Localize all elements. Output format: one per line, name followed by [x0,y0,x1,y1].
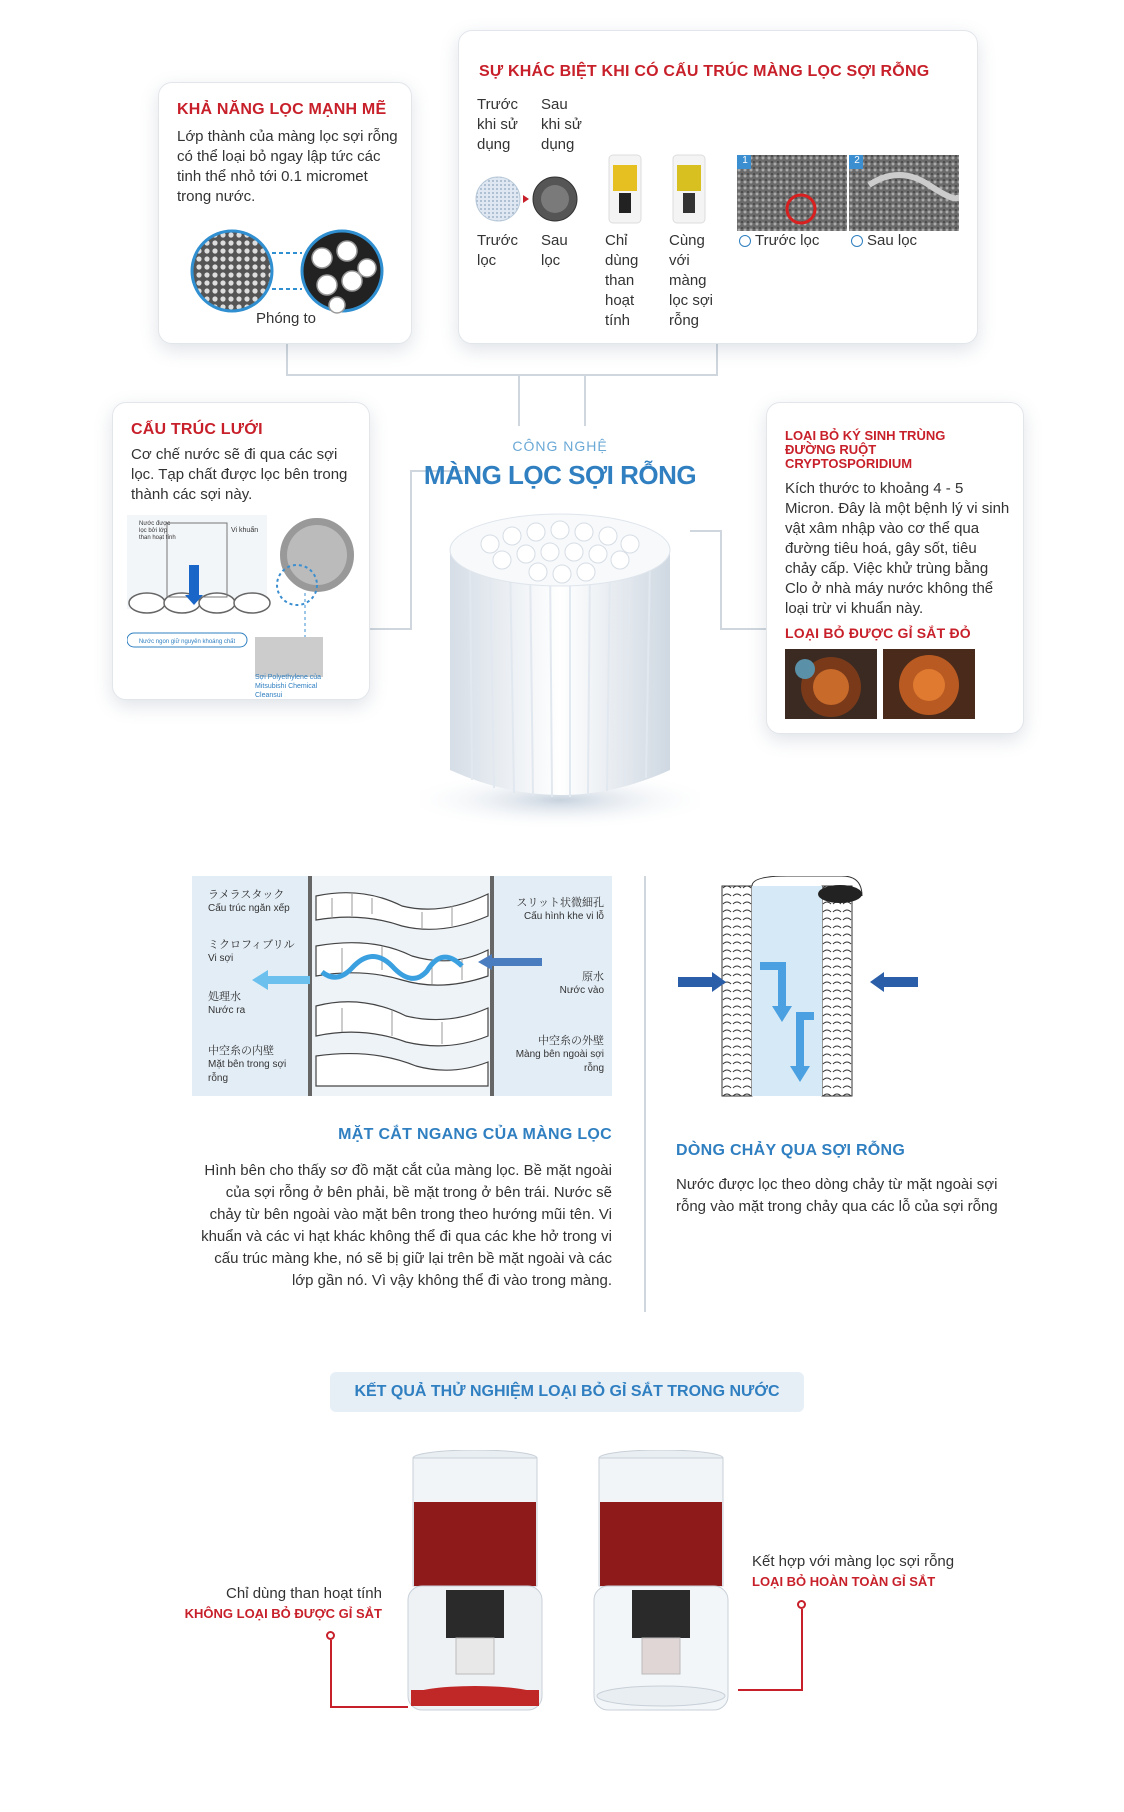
card-title: KHẢ NĂNG LỌC MẠNH MẼ [177,101,387,118]
cartridge-carbon-only [605,151,645,227]
connector-line [720,628,766,630]
cross-label-inflow [534,970,604,998]
test-right-line1: Kết hợp với màng lọc sợi rỗng [752,1553,955,1570]
label-jp: スリット状微細孔 [516,897,604,909]
pointer-dot [326,1631,335,1640]
label-micro-after [851,231,917,251]
section-divider [644,876,646,1312]
number-circle-icon [851,235,863,247]
rust-pipe-image [883,649,975,719]
label-with-fiber: Cùng với màng lọc sợi rỗng [669,232,714,329]
label-jp: 中空糸の内壁 [208,1045,274,1057]
pointer-line [801,1609,803,1691]
micrograph-number-2: 2 [854,155,860,166]
hollow-fiber-module-image [420,500,700,840]
rust-pipe-image [785,649,877,719]
cross-section-text: Hình bên cho thấy sơ đồ mặt cắt của màng lọc. Bề mặt ngoài của sợi rỗng ở bên phải, bề mặt trong ở bên trái. Nước sẽ chảy từ bên ngoài vào mặt bên trong theo hướng mũi tên. Vi khuẩn và các vi hạt khác không thể đi qua các khe hở trong vi cấu trúc màng khe, nó sẽ bị giữ lại trên bề mặt ngoài và các lớp gần nó. Vì vậy không thể đi vào trong màng. [201,1162,612,1289]
card-mesh-structure [112,402,370,700]
mesh-label-right: Vi khuẩn [231,527,259,534]
center-tech-label: CÔNG NGHỆ [512,438,608,454]
label-jp: 中空糸の外壁 [538,1035,604,1047]
label-vn: Cấu hình khe vi lỗ [523,911,604,922]
pointer-line [330,1706,408,1708]
label-vn: Nước ra [208,1005,246,1016]
connector-line [716,340,718,376]
pointer-line [738,1689,803,1691]
label-jp: ラメラスタック [208,889,285,901]
label-vn: Nước vào [559,985,604,996]
flow-text: Nước được lọc theo dòng chảy từ mặt ngoài sợi rỗng vào mặt trong chảy qua các lỗ của sợi rỗng [676,1176,998,1215]
label-micro-before [739,231,819,251]
mesh-label-left: Nước được lọc bởi lớp than hoạt tính [139,521,176,541]
card-title: LOẠI BỎ KÝ SINH TRÙNG ĐƯỜNG RUỘT CRYPTOSPORIDIUM [785,428,946,471]
connector-line [584,376,586,426]
test-results-title: KẾT QUẢ THỬ NGHIỆM LOẠI BỎ GỈ SẮT TRONG NƯỚC [330,1372,804,1412]
test-right-line2: LOẠI BỎ HOÀN TOÀN GỈ SẮT [752,1574,936,1589]
test-left-line1: Chỉ dùng than hoạt tính [226,1585,382,1602]
connector-line [286,340,288,376]
connector-line [518,376,520,426]
card-strong-filter [158,82,412,344]
micro-after-text: Sau lọc [867,232,918,249]
card-difference [458,30,978,344]
label-after-use: Sau khi sử dụng [541,96,582,153]
label-before-filter: Trước lọc [477,232,518,269]
label-jp: 処理水 [208,991,241,1003]
test-left-line2: KHÔNG LOẠI BỎ ĐƯỢC GỈ SẮT [184,1606,382,1621]
card-parasite [766,402,1024,734]
connector-line [410,470,412,630]
card-title: CẤU TRÚC LƯỚI [131,421,263,438]
cross-label-microfibril [208,938,295,966]
label-jp: 原水 [582,971,604,983]
connector-line [720,530,722,630]
micrograph-before [737,155,847,231]
cartridge-with-fiber [669,151,709,227]
label-before-use: Trước khi sử dụng [477,96,518,153]
label-vn: Cấu trúc ngăn xếp [208,903,290,914]
card-text: Cơ chế nước sẽ đi qua các sợi lọc. Tạp chất được lọc bên trong thành các sợi này. [131,446,348,503]
rust-title: LOẠI BỎ ĐƯỢC GỈ SẮT ĐỎ [785,625,971,641]
connector-line [286,374,718,376]
center-tech-name: MÀNG LỌC SỢI RỖNG [423,460,697,490]
micrograph-number-1: 1 [742,155,748,166]
label-vn: Mặt bên trong sợi rỗng [208,1059,287,1084]
micrograph-after [849,155,959,231]
zoom-caption: Phóng to [255,310,317,327]
pointer-line [330,1640,332,1708]
cross-section-title: MẶT CẮT NGANG CỦA MÀNG LỌC [338,1126,612,1143]
label-vn: Màng bên ngoài sợi rỗng [515,1049,604,1074]
filter-discs [475,171,579,227]
card-text: Lớp thành của màng lọc sợi rỗng có thể loại bỏ ngay lập tức các tinh thể nhỏ tới 0.1 micromet trong nước. [177,128,398,205]
pitcher-with-fiber-image [586,1450,736,1716]
zoom-illustration [187,223,387,323]
label-vn: Vi sợi [208,953,234,964]
connector-line [370,628,412,630]
fiber-flow-diagram [672,876,932,1106]
card-text: Kích thước to khoảng 4 - 5 Micron. Đây là một bệnh lý vi sinh vật xâm nhập vào cơ thể qua đường tiêu hoá, gây sốt, tiêu chảy cấp. Việc khử trùng bằng Clo ở nhà máy nước không thể loại trừ vi khuẩn này. [785,480,1010,617]
cross-label-outflow [208,990,245,1018]
cross-label-inner-wall [208,1044,298,1086]
label-after-filter: Sau lọc [541,232,568,269]
card-title: SỰ KHÁC BIỆT KHI CÓ CẤU TRÚC MÀNG LỌC SỢI RỖNG [479,63,930,80]
mesh-badge: Nước ngon giữ nguyên khoáng chất [138,639,236,645]
cross-label-outer-wall [504,1034,604,1076]
pitcher-carbon-only-image [400,1450,550,1716]
flow-title: DÒNG CHẢY QUA SỢI RỖNG [676,1142,906,1159]
micro-before-text: Trước lọc [755,232,820,249]
label-jp: ミクロフィブリル [208,939,295,951]
cross-label-slit [504,896,604,924]
number-circle-icon [739,235,751,247]
label-only-carbon: Chỉ dùng than hoạt tính [605,232,639,329]
cross-label-lamella [208,888,290,916]
fiber-note: Sợi Polyethylene của Mitsubishi Chemical Cleansui [255,674,322,699]
pointer-dot [797,1600,806,1609]
